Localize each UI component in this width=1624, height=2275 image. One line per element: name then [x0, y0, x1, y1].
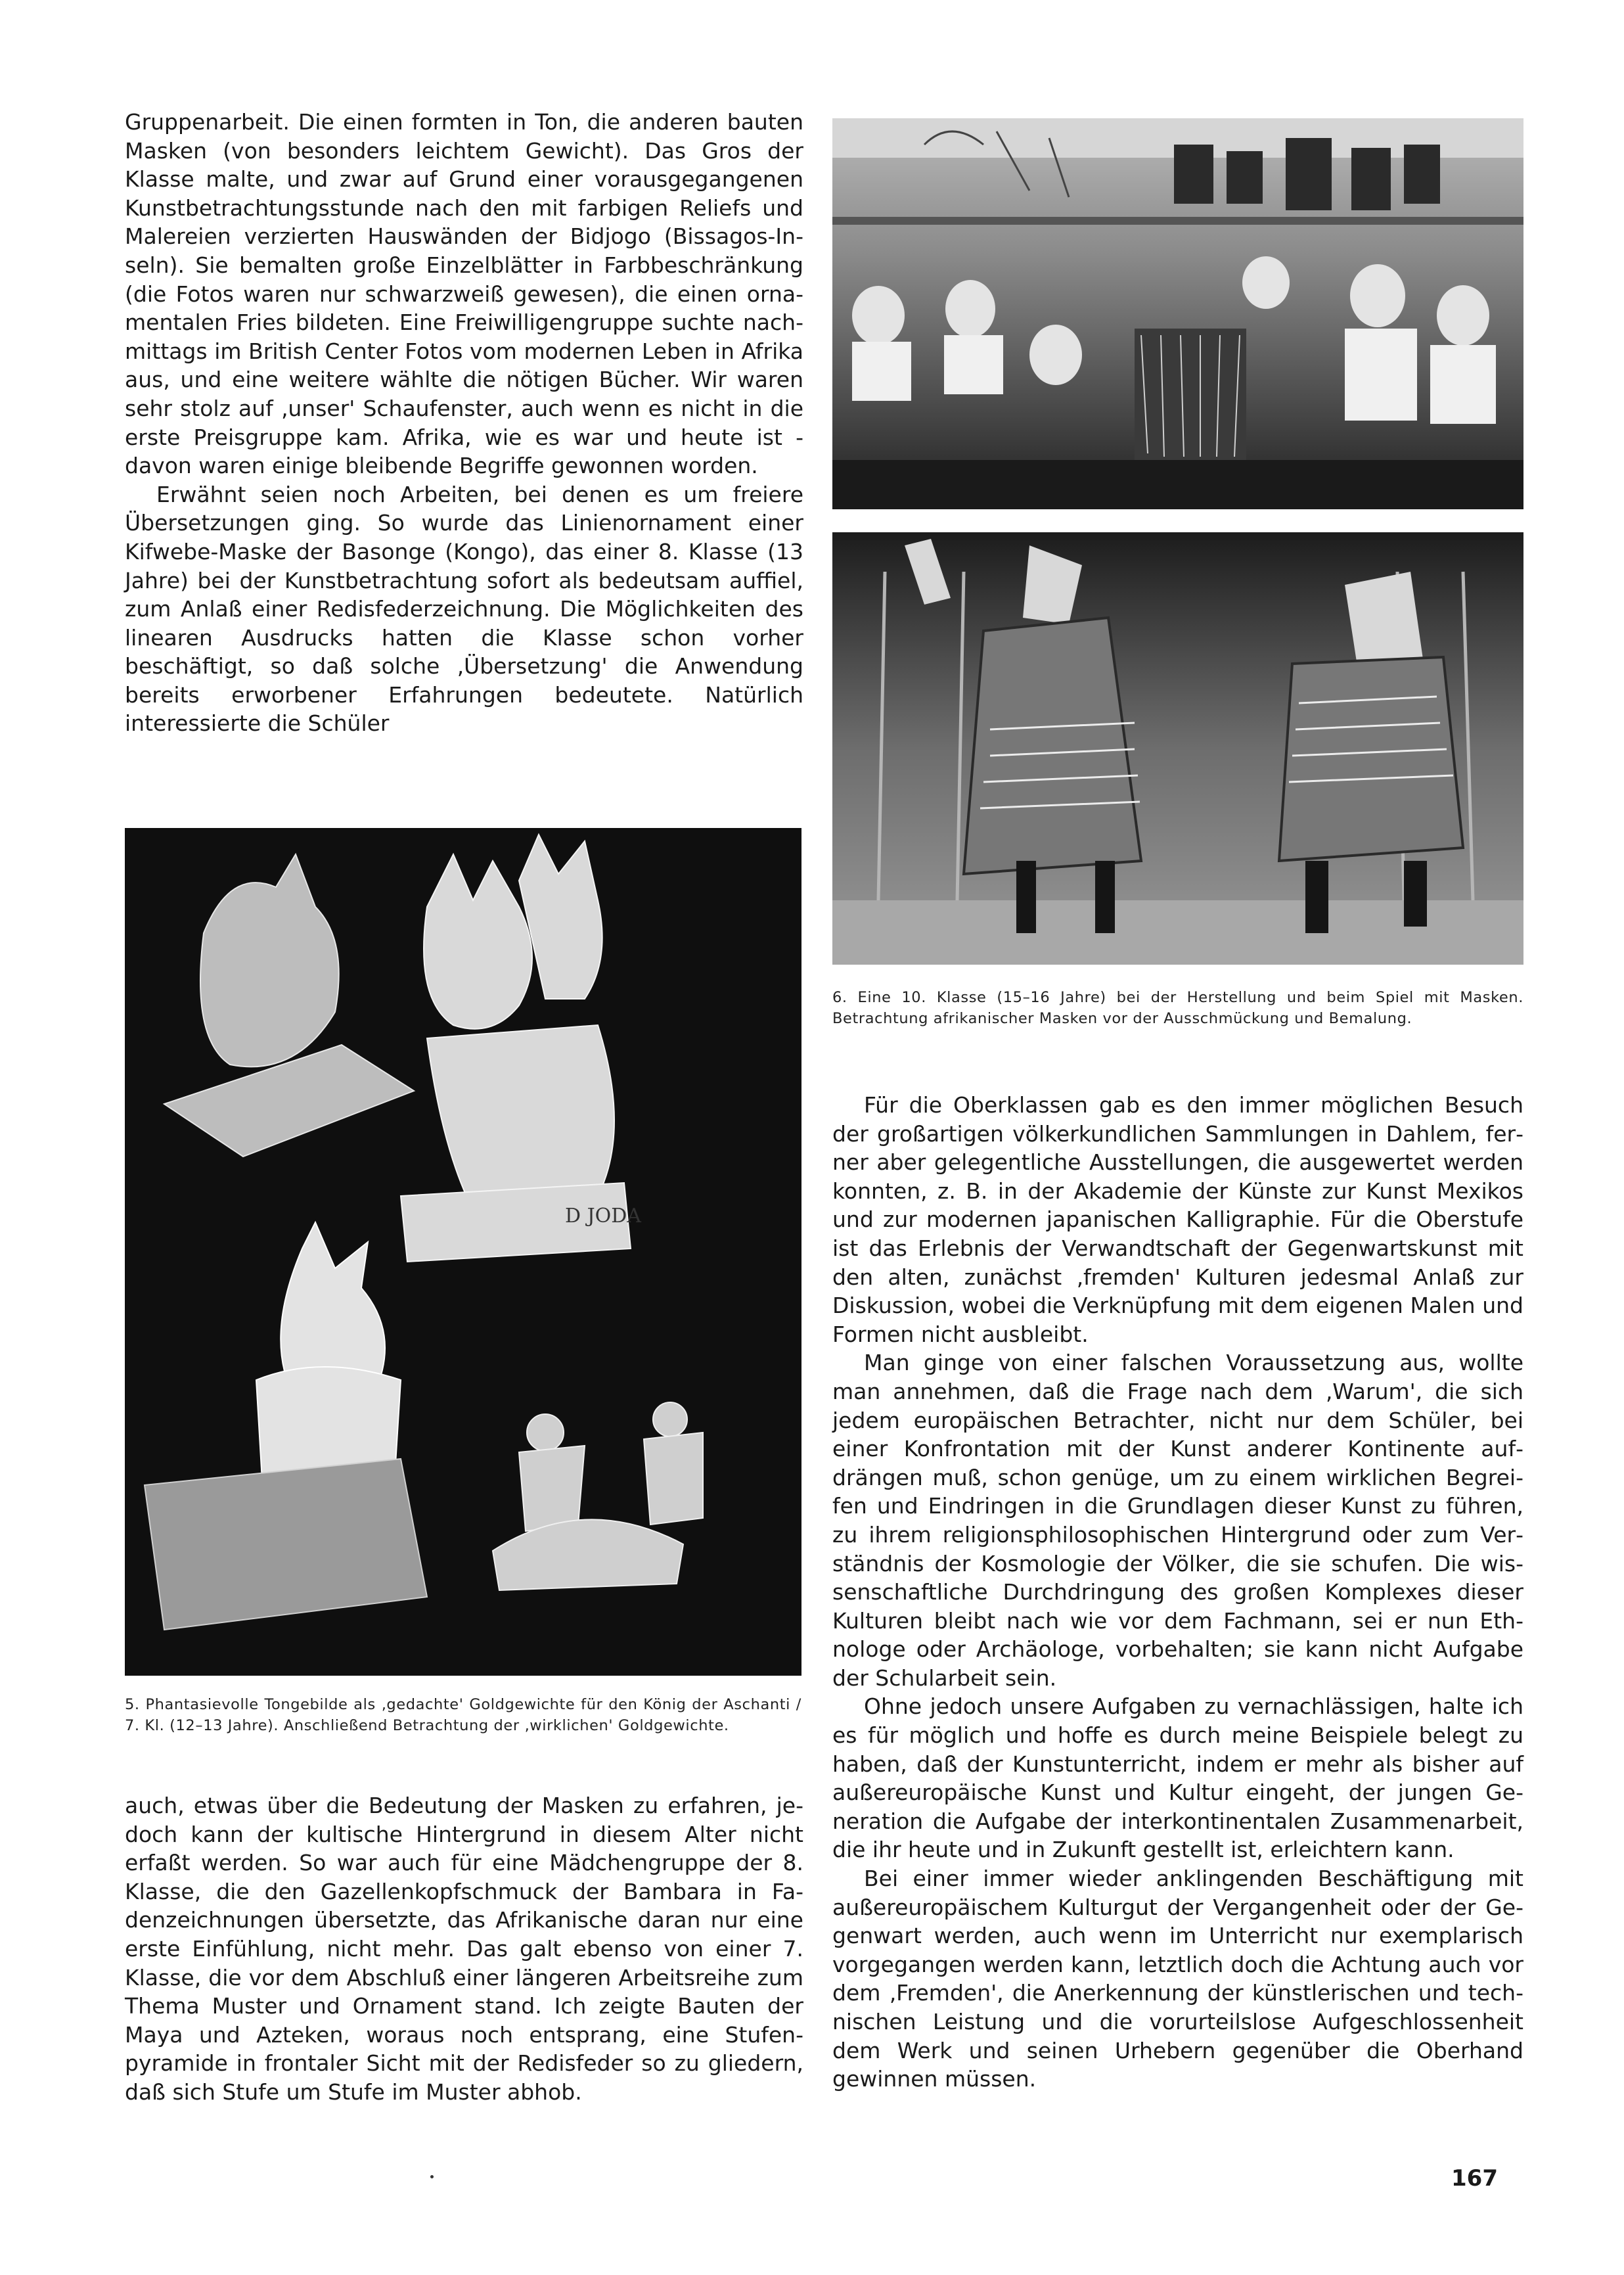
paragraph: Bei einer immer wieder anklingenden Beschäftigung mit außereuropäischem Kulturgut der Vergangenheit oder der Gegenwart werden, auch wenn im Unterricht nur exemplarisch vorgegangen werden kann, letztlich doch die Achtung auch vor dem ‚Fremden', die Anerkennung der künstlerischen und technischen Leistung und die vorurteilslose Aufgeschlossenheit dem Werk und seinen Urhebern gegenüber die Oberhand gewinnen müssen. — [832, 1866, 1523, 2092]
caption-figure-6: 6. Eine 10. Klasse (15–16 Jahre) bei der Herstellung und beim Spiel mit Masken. Betrachtung afrikanischer Masken vor der Ausschmückung und Bemalung. — [832, 989, 1523, 1027]
paragraph: Erwähnt seien noch Arbeiten, bei denen es um freiere Übersetzungen ging. So wurde das Linienornament einer Kifwebe-Maske der Basonge (Kongo), das einer 8. Klasse (13 Jahre) bei der Kunstbetrachtung sofort als bedeutsam auffiel, zum Anlaß einer Redisfederzeichnung. Die Möglichkeiten des linearen Ausdrucks hatten die Klasse schon vorher beschäftigt, so daß solche ‚Übersetzung' die Anwendung bereits erworbener Erfahrungen bedeutete. Natürlich interessierte die Schüler — [125, 481, 803, 737]
text-column-top-left — [125, 108, 803, 738]
sculpture-inscription: D JODA — [565, 1205, 641, 1228]
caption-figure-5: 5. Phantasievolle Tongebilde als ‚gedachte' Goldgewichte für den König der Aschanti / 7. Kl. (12–13 Jahre). Anschließend Betrachtung der ‚wirklichen' Goldgewichte. — [125, 1696, 801, 1734]
page-number: 167 — [1451, 2165, 1498, 2192]
text-column-bottom-left — [125, 1791, 803, 2107]
stray-dot — [430, 2175, 434, 2178]
photo-clay-sculptures — [125, 828, 801, 1676]
text-column-right — [832, 1091, 1523, 2094]
paragraph: Man ginge von einer falschen Voraussetzung aus, wollte man annehmen, daß die Frage nach dem ‚Warum', die sich jedem europäischen Betrachter, nicht nur dem Schüler, bei einer Konfrontation mit der Kunst anderer Kontinente aufdrängen muß, schon genüge, um zu einem wirklichen Begreifen und Eindringen in die Grundlagen dieser Kunst zu führen, zu ihrem religionsphilosophischen Hintergrund oder zum Verständnis der Kosmologie der Völker, die sie schufen. Die wissenschaftliche Durchdringung des großen Komplexes dieser Kulturen bleibt nach wie vor dem Fachmann, sei er nun Ethnologe oder Archäologe, vorbehalten; sie kann nicht Aufgabe der Schularbeit sein. — [832, 1350, 1523, 1691]
paragraph: Für die Oberklassen gab es den immer möglichen Besuch der großartigen völkerkundlichen Sammlungen in Dahlem, ferner aber gelegentliche Ausstellungen, die ausgewertet werden konnten, z. B. in der Akademie der Künste zur Kunst Mexikos und zur modernen japanischen Kalligraphie. Für die Oberstufe ist das Erlebnis der Verwandtschaft der Gegenwartskunst mit den alten, zunächst ‚fremden' Kulturen jedesmal Anlaß zur Diskussion, wobei die Verknüpfung mit dem eigenen Malen und Formen nicht ausbleibt. — [832, 1092, 1523, 1347]
paragraph: auch, etwas über die Bedeutung der Masken zu erfahren, jedoch kann der kultische Hintergrund in diesem Alter nicht erfaßt werden. So war auch für eine Mädchengruppe der 8. Klasse, die den Gazellenkopfschmuck der Bambara in Fadenzeichnungen übersetzte, das Afrikanische daran nur eine erste Einfühlung, nicht mehr. Das galt ebenso von einer 7. Klasse, die vor dem Abschluß einer längeren Arbeitsreihe zum Thema Muster und Ornament stand. Ich zeigte Bauten der Maya und Azteken, woraus noch entsprang, eine Stufenpyramide in frontaler Sicht mit der Redisfeder so zu gliedern, daß sich Stufe um Stufe im Muster abhob. — [125, 1793, 803, 2105]
paragraph: Ohne jedoch unsere Aufgaben zu vernachlässigen, halte ich es für möglich und hoffe es durch meine Beispiele belegt zu haben, daß der Kunstunterricht, indem er mehr als bisher auf außereuropäische Kunst und Kultur eingeht, der jungen Generation die Aufgabe der interkontinentalen Zusammenarbeit, die ihr heute und in Zukunft gestellt ist, erleichtern kann. — [832, 1693, 1523, 1863]
paragraph: Gruppenarbeit. Die einen formten in Ton, die anderen bauten Masken (von besonders leichtem Gewicht). Das Gros der Klasse malte, und zwar auf Grund einer vorausgegangenen Kunstbetrachtungsstunde nach den mit farbigen Reliefs und Malereien verzierten Hauswänden der Bidjogo (Bissagos-Inseln). Sie bemalten große Einzelblätter in Farbbeschränkung (die Fotos waren nur schwarzweiß gewesen), die einen ornamentalen Fries bildeten. Eine Freiwilligengruppe suchte nachmittags im British Center Fotos vom modernen Leben in Afrika aus, und eine weitere wählte die nötigen Bücher. Wir waren sehr stolz auf ‚unser' Schaufenster, auch wenn es nicht in die erste Preisgruppe kam. Afrika, wie es war und heute ist - davon waren einige bleibende Begriffe gewonnen worden. — [125, 109, 803, 479]
photo-mask-performance — [832, 532, 1523, 965]
photo-classroom-mask-making — [832, 118, 1523, 509]
